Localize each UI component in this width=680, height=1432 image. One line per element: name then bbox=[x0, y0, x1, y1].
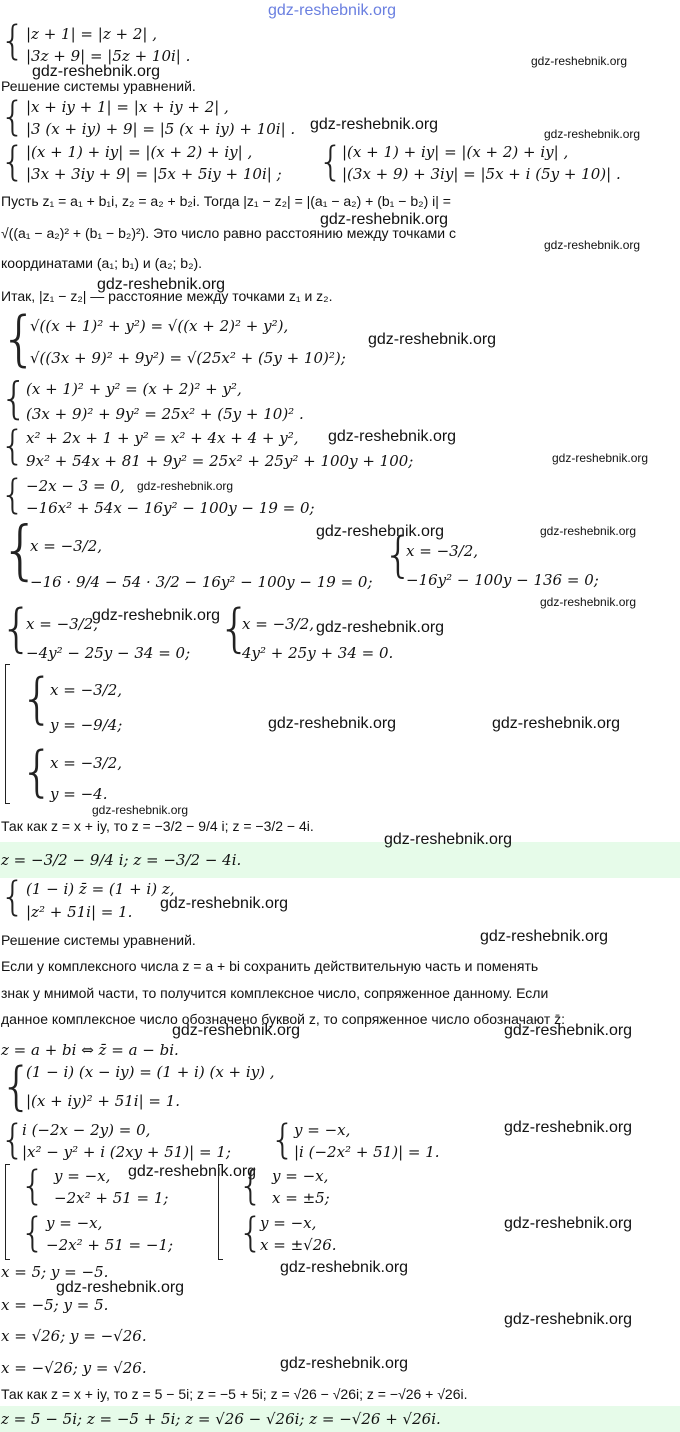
system-brace: { bbox=[0, 472, 26, 518]
equation: x = −3/2, bbox=[26, 615, 99, 633]
equation: √((3x + 9)² + 9y²) = √(25x² + (5y + 10)²); bbox=[30, 349, 346, 367]
system-brace: { bbox=[0, 18, 26, 64]
watermark: gdz-reshebnik.org bbox=[504, 1215, 633, 1232]
system-brace: { bbox=[0, 874, 26, 920]
equation: |z + 1| = |z + 2| , bbox=[26, 25, 157, 43]
heading-text: Решение системы уравнений. bbox=[1, 932, 196, 948]
paragraph-text: Так как z = x + iy, то z = −3/2 − 9/4 i; z = −3/2 − 4i. bbox=[1, 818, 314, 834]
system-brace: { bbox=[20, 1163, 46, 1209]
answer-text: z = 5 − 5i; z = −5 + 5i; z = √26 − √26i; z = −√26 + √26i. bbox=[1, 1410, 441, 1428]
watermark: gdz-reshebnik.org bbox=[504, 1311, 633, 1328]
watermark: gdz-reshebnik.org bbox=[492, 715, 621, 732]
equation: x = −3/2, bbox=[50, 754, 123, 772]
system-brace: { bbox=[270, 1117, 296, 1163]
watermark: gdz-reshebnik.org bbox=[384, 831, 513, 848]
equation: x = −3/2, bbox=[242, 615, 315, 633]
watermark: gdz-reshebnik.org bbox=[328, 428, 457, 445]
result-line: x = −√26; y = √26. bbox=[1, 1359, 147, 1377]
equation: |3z + 9| = |5z + 10i| . bbox=[26, 47, 191, 65]
watermark: gdz-reshebnik.org bbox=[172, 1022, 301, 1039]
watermark: gdz-reshebnik.org bbox=[56, 1279, 185, 1296]
equation: −16 · 9/4 − 54 · 3/2 − 16y² − 100y − 19 = 0; bbox=[30, 573, 373, 591]
watermark: gdz-reshebnik.org bbox=[504, 1119, 633, 1136]
watermark: gdz-reshebnik.org bbox=[480, 928, 609, 945]
equation: z = a + bi ⇔ z̄ = a − bi. bbox=[1, 1041, 179, 1059]
system-brace: { bbox=[0, 1057, 34, 1117]
system-brace: { bbox=[0, 373, 28, 424]
watermark: gdz-reshebnik.org bbox=[316, 619, 445, 636]
system-brace: { bbox=[318, 139, 344, 185]
equation: 4y² + 25y + 34 = 0. bbox=[242, 644, 394, 662]
equation: x = −3/2, bbox=[406, 542, 479, 560]
watermark: gdz-reshebnik.org bbox=[97, 276, 226, 293]
watermark: gdz-reshebnik.org bbox=[316, 523, 445, 540]
system-brace: { bbox=[218, 599, 252, 659]
system-brace: { bbox=[0, 139, 26, 185]
equation: (1 − i) z̄ = (1 + i) z, bbox=[26, 880, 175, 898]
equation: |(x + 1) + iy| = |(x + 2) + iy| , bbox=[26, 143, 253, 161]
watermark: gdz-reshebnik.org bbox=[268, 715, 397, 732]
equation: y = −x, bbox=[54, 1167, 111, 1185]
watermark: gdz-reshebnik.org bbox=[531, 54, 628, 68]
equation: y = −x, bbox=[272, 1167, 329, 1185]
equation: x = ±√26. bbox=[260, 1236, 337, 1254]
watermark: gdz-reshebnik.org bbox=[320, 211, 449, 228]
watermark: gdz-reshebnik.org bbox=[504, 1022, 633, 1039]
watermark: gdz-reshebnik.org bbox=[310, 116, 439, 133]
equation: |(3x + 9) + 3iy| = |5x + i (5y + 10)| . bbox=[342, 165, 621, 183]
result-line: x = √26; y = −√26. bbox=[1, 1327, 147, 1345]
system-brace: { bbox=[0, 1117, 26, 1163]
watermark: gdz-reshebnik.org bbox=[32, 63, 161, 80]
equation: y = −x, bbox=[46, 1214, 103, 1232]
equation: y = −x, bbox=[260, 1214, 317, 1232]
set-bracket bbox=[218, 1164, 223, 1260]
paragraph-text: знак у мнимой части, то получится комплексное число, сопряженное данному. Если bbox=[1, 985, 549, 1001]
equation: (1 − i) (x − iy) = (1 + i) (x + iy) , bbox=[26, 1063, 275, 1081]
watermark: gdz-reshebnik.org bbox=[280, 1355, 409, 1372]
watermark: gdz-reshebnik.org bbox=[540, 595, 637, 609]
paragraph-text: Если у комплексного числа z = a + bi сохранить действительную часть и поменять bbox=[1, 958, 539, 974]
system-brace: { bbox=[20, 740, 55, 803]
system-brace: { bbox=[0, 94, 26, 140]
watermark: gdz-reshebnik.org bbox=[160, 895, 289, 912]
equation: |3x + 3iy + 9| = |5x + 5iy + 10i| ; bbox=[26, 165, 282, 183]
equation: −2x − 3 = 0, bbox=[26, 477, 125, 495]
set-bracket bbox=[5, 1164, 10, 1260]
equation: x = ±5; bbox=[272, 1189, 330, 1207]
system-brace: { bbox=[20, 667, 55, 730]
heading-text: Решение системы уравнений. bbox=[1, 78, 196, 94]
equation: −2x² + 51 = 1; bbox=[54, 1189, 169, 1207]
set-bracket bbox=[5, 664, 10, 804]
paragraph-text: √((a₁ − a₂)² + (b₁ − b₂)²). Это число равно расстоянию между точками с bbox=[1, 225, 457, 241]
equation: |3 (x + iy) + 9| = |5 (x + iy) + 10i| . bbox=[26, 120, 296, 138]
equation: x = −3/2, bbox=[50, 681, 123, 699]
result-line: x = 5; y = −5. bbox=[1, 1263, 109, 1281]
watermark: gdz-reshebnik.org bbox=[552, 451, 649, 465]
equation: (3x + 9)² + 9y² = 25x² + (5y + 10)² . bbox=[26, 405, 304, 423]
system-brace: { bbox=[0, 514, 41, 588]
system-brace: { bbox=[20, 1210, 46, 1256]
equation: −2x² + 51 = −1; bbox=[46, 1236, 174, 1254]
equation: |z² + 51i| = 1. bbox=[26, 903, 133, 921]
paragraph-text: Так как z = x + iy, то z = 5 − 5i; z = −5 + 5i; z = √26 − √26i; z = −√26 + √26i. bbox=[1, 1386, 468, 1402]
watermark: gdz-reshebnik.org bbox=[128, 1163, 257, 1180]
equation: −16x² + 54x − 16y² − 100y − 19 = 0; bbox=[26, 499, 315, 517]
system-brace: { bbox=[383, 527, 414, 583]
equation: x = −3/2, bbox=[30, 537, 103, 555]
paragraph-text: Пусть z₁ = a₁ + b₁i, z₂ = a₂ + b₂i. Тогда |z₁ − z₂| = |(a₁ − a₂) + (b₁ − b₂) i| = bbox=[1, 193, 451, 209]
watermark: gdz-reshebnik.org bbox=[280, 1259, 409, 1276]
equation: 9x² + 54x + 81 + 9y² = 25x² + 25y² + 100y + 100; bbox=[26, 452, 414, 470]
watermark: gdz-reshebnik.org bbox=[92, 607, 221, 624]
watermark: gdz-reshebnik.org bbox=[368, 331, 497, 348]
paragraph-text: координатами (a₁; b₁) и (a₂; b₂). bbox=[1, 255, 203, 271]
answer-text: z = −3/2 − 9/4 i; z = −3/2 − 4i. bbox=[1, 851, 242, 869]
watermark: gdz-reshebnik.org bbox=[544, 238, 641, 252]
watermark: gdz-reshebnik.org bbox=[92, 803, 189, 817]
watermark: gdz-reshebnik.org bbox=[137, 479, 234, 493]
equation: (x + 1)² + y² = (x + 2)² + y², bbox=[26, 380, 242, 398]
watermark: gdz-reshebnik.org bbox=[540, 524, 637, 538]
watermark-top: gdz-reshebnik.org bbox=[268, 2, 397, 19]
equation: |i (−2x² + 51)| = 1. bbox=[294, 1143, 440, 1161]
paragraph-text: данное комплексное число обозначено буквой z, то сопряженное число обозначают z̄: bbox=[1, 1011, 566, 1027]
equation: y = −4. bbox=[50, 785, 108, 803]
equation: |(x + iy)² + 51i| = 1. bbox=[26, 1092, 181, 1110]
equation: |x² − y² + i (2xy + 51)| = 1; bbox=[22, 1143, 231, 1161]
equation: −16y² − 100y − 136 = 0; bbox=[406, 571, 599, 589]
watermark: gdz-reshebnik.org bbox=[544, 127, 641, 141]
system-brace: { bbox=[238, 1210, 264, 1256]
equation: √((x + 1)² + y²) = √((x + 2)² + y²), bbox=[30, 317, 289, 335]
equation: −4y² − 25y − 34 = 0; bbox=[26, 644, 191, 662]
equation: y = −9/4; bbox=[50, 716, 123, 734]
system-brace: { bbox=[238, 1163, 264, 1209]
system-brace: { bbox=[0, 423, 26, 469]
equation: |(x + 1) + iy| = |(x + 2) + iy| , bbox=[342, 143, 569, 161]
equation: i (−2x − 2y) = 0, bbox=[22, 1121, 151, 1139]
paragraph-text: Итак, |z₁ − z₂| — расстояние между точками z₁ и z₂. bbox=[1, 288, 333, 304]
equation: x² + 2x + 1 + y² = x² + 4x + 4 + y², bbox=[26, 429, 299, 447]
equation: y = −x, bbox=[294, 1121, 351, 1139]
equation: |x + iy + 1| = |x + iy + 2| , bbox=[26, 98, 229, 116]
system-brace: { bbox=[0, 599, 34, 659]
result-line: x = −5; y = 5. bbox=[1, 1296, 109, 1314]
system-brace: { bbox=[0, 304, 39, 374]
